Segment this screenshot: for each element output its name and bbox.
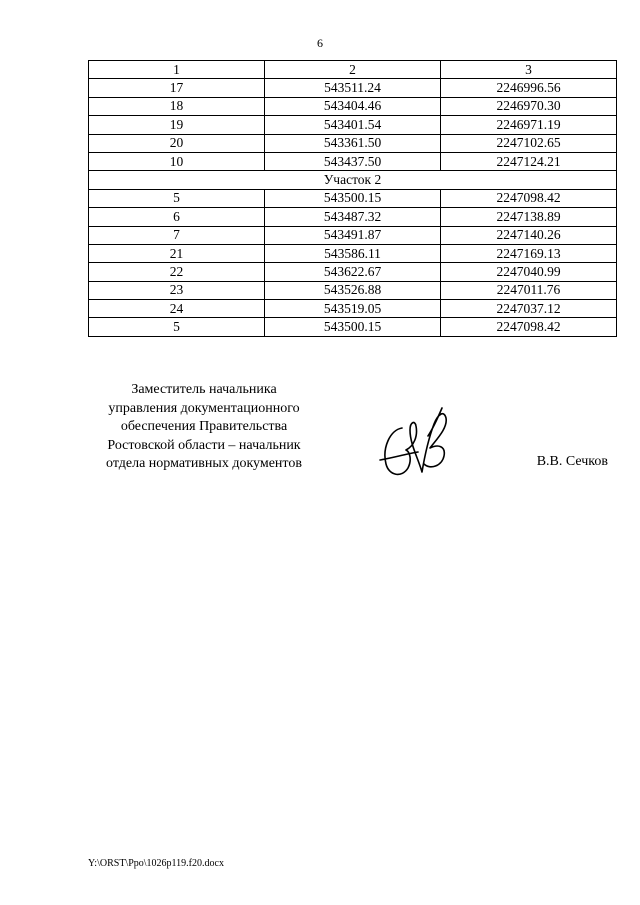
y-coordinate-cell: 2247140.26 <box>441 226 617 244</box>
point-number-cell: 7 <box>89 226 265 244</box>
x-coordinate-cell: 543491.87 <box>265 226 441 244</box>
x-coordinate-cell: 543511.24 <box>265 79 441 97</box>
y-coordinate-cell: 2247098.42 <box>441 318 617 336</box>
point-number-cell: 21 <box>89 244 265 262</box>
point-number-cell: 24 <box>89 300 265 318</box>
handwritten-signature <box>372 400 462 482</box>
y-coordinate-cell: 2246970.30 <box>441 97 617 115</box>
table-row <box>89 226 617 244</box>
x-coordinate-cell: 543526.88 <box>265 281 441 299</box>
point-number-cell: 23 <box>89 281 265 299</box>
page-number: 6 <box>317 36 323 50</box>
x-coordinate-cell: 543401.54 <box>265 116 441 134</box>
table-row <box>89 318 617 336</box>
y-coordinate-cell: 2247124.21 <box>441 152 617 170</box>
point-number-cell: 22 <box>89 263 265 281</box>
x-coordinate-cell: 543500.15 <box>265 318 441 336</box>
y-coordinate-cell: 2247037.12 <box>441 300 617 318</box>
table-row <box>89 79 617 97</box>
point-number-cell: 19 <box>89 116 265 134</box>
point-number-cell: 20 <box>89 134 265 152</box>
point-number-cell: 5 <box>89 318 265 336</box>
x-coordinate-cell: 543519.05 <box>265 300 441 318</box>
x-coordinate-cell: 543500.15 <box>265 189 441 207</box>
signatory-position-line: Заместитель начальника <box>131 382 277 397</box>
y-coordinate-cell: 2246971.19 <box>441 116 617 134</box>
x-coordinate-cell: 543404.46 <box>265 97 441 115</box>
table-row <box>89 281 617 299</box>
y-coordinate-cell: 2247098.42 <box>441 189 617 207</box>
x-coordinate-cell: 543487.32 <box>265 208 441 226</box>
x-coordinate-cell: 543361.50 <box>265 134 441 152</box>
table-header-cell: 1 <box>89 61 265 79</box>
point-number-cell: 10 <box>89 152 265 170</box>
table-section-row <box>89 171 617 189</box>
table-row <box>89 208 617 226</box>
coordinates-table-body <box>89 61 617 337</box>
y-coordinate-cell: 2247138.89 <box>441 208 617 226</box>
point-number-cell: 6 <box>89 208 265 226</box>
signatory-position-line: Ростовской области – начальник <box>107 437 301 453</box>
point-number-cell: 5 <box>89 189 265 207</box>
y-coordinate-cell: 2247169.13 <box>441 244 617 262</box>
table-row <box>89 97 617 115</box>
y-coordinate-cell: 2247102.65 <box>441 134 617 152</box>
signatory-position-line: управления документационного <box>108 400 300 416</box>
signer-name: В.В. Сечков <box>536 454 608 469</box>
table-row <box>89 134 617 152</box>
table-row <box>89 152 617 170</box>
x-coordinate-cell: 543622.67 <box>265 263 441 281</box>
table-header-cell: 2 <box>265 61 441 79</box>
point-number-cell: 17 <box>89 79 265 97</box>
y-coordinate-cell: 2247040.99 <box>441 263 617 281</box>
table-row <box>89 116 617 134</box>
table-header-cell: 3 <box>441 61 617 79</box>
y-coordinate-cell: 2246996.56 <box>441 79 617 97</box>
y-coordinate-cell: 2247011.76 <box>441 281 617 299</box>
file-path: Y:\ORST\Ppo\1026p119.f20.docx <box>88 858 224 869</box>
x-coordinate-cell: 543586.11 <box>265 244 441 262</box>
signatory-position-line: обеспечения Правительства <box>120 419 288 434</box>
table-row <box>89 263 617 281</box>
table-header-row <box>89 61 617 79</box>
signatory-position-line: отдела нормативных документов <box>106 456 302 471</box>
coordinates-table <box>88 60 617 337</box>
signatory-position <box>88 381 320 474</box>
table-row <box>89 244 617 262</box>
table-row <box>89 300 617 318</box>
x-coordinate-cell: 543437.50 <box>265 152 441 170</box>
table-row <box>89 189 617 207</box>
section-label: Участок 2 <box>89 171 617 189</box>
point-number-cell: 18 <box>89 97 265 115</box>
